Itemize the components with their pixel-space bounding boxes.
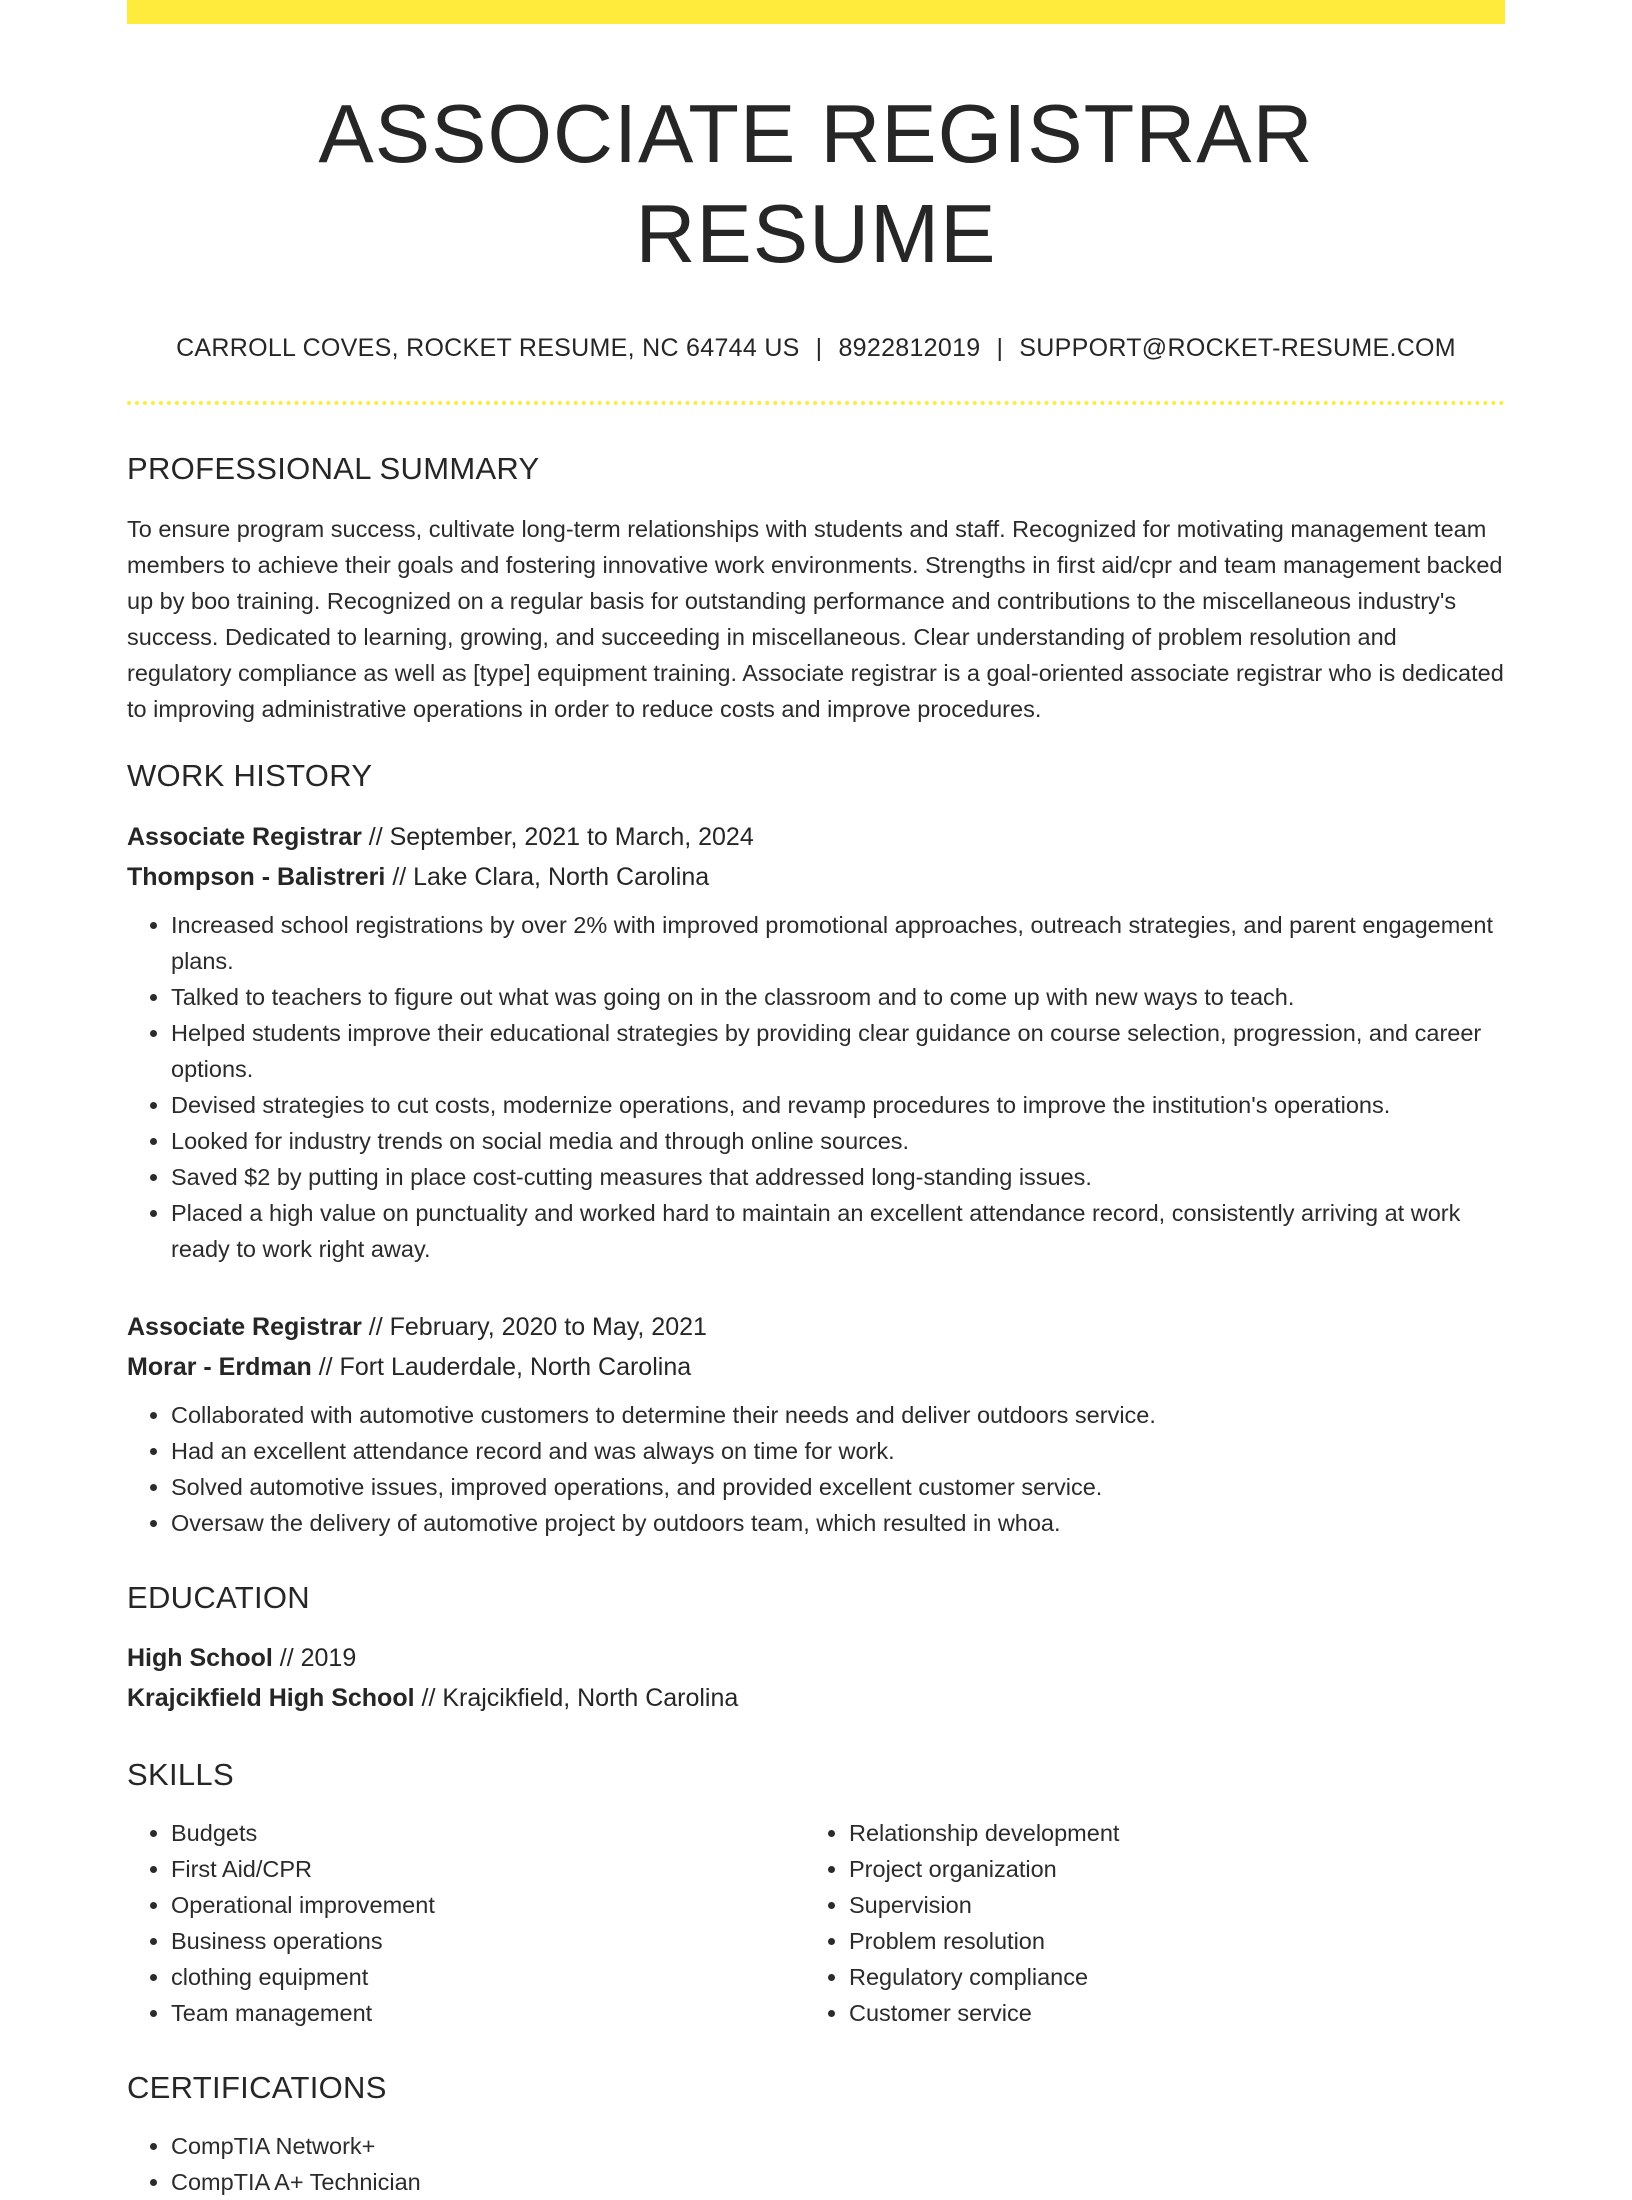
contact-separator: | [815, 334, 823, 363]
job-bullet: • Helped students improve their educational strategies by providing clear guidance on course selection, progression, and career options. [171, 1015, 1505, 1087]
section-title-work-history: WORK HISTORY [127, 758, 373, 794]
job-bullet: • Devised strategies to cut costs, modernize operations, and revamp procedures to improve the institution's operations. [171, 1087, 1505, 1123]
job-employer-line [127, 1347, 1505, 1387]
skill-item: • First Aid/CPR [171, 1851, 805, 1887]
section-title-certifications: CERTIFICATIONS [127, 2069, 387, 2105]
education-degree-line [127, 1638, 1505, 1678]
education-school: Krajcikfield High School [127, 1683, 415, 1712]
skill-item: • Team management [171, 1995, 805, 2031]
skills-column-left [127, 1815, 805, 2031]
contact-email: SUPPORT@ROCKET-RESUME.COM [1019, 334, 1456, 363]
certifications-list [127, 2128, 1505, 2200]
job-bullets [127, 1397, 1505, 1541]
contact-separator: | [996, 334, 1004, 363]
contact-line [127, 333, 1505, 363]
skills-grid [127, 1815, 1505, 2031]
job-role-line [127, 1307, 1505, 1347]
education-location: // Krajcikfield, North Carolina [414, 1683, 739, 1712]
skill-item: • Business operations [171, 1923, 805, 1959]
resume-title: ASSOCIATE REGISTRAR RESUME [318, 87, 1314, 280]
skill-item: • Relationship development [849, 1815, 1449, 1851]
skill-item: • Regulatory compliance [849, 1959, 1449, 1995]
job-role: Associate Registrar [127, 822, 362, 851]
job-role: Associate Registrar [127, 1312, 362, 1341]
header-divider [127, 401, 1505, 405]
education-degree: High School [127, 1643, 273, 1672]
resume-page [127, 0, 1505, 2200]
summary-text: To ensure program success, cultivate long-term relationships with students and staff. Recognized for motivating management team members to achieve their goals and fostering innovative work environments. Strengths in first aid/cpr and team management backed up by boo training. Recognized on a regular basis for outstanding performance and contributions to the miscellaneous industry's success. Dedicated to learning, growing, and succeeding in miscellaneous. Clear understanding of problem resolution and regulatory compliance as well as [type] equipment training. Associate registrar is a goal-oriented associate registrar who is dedicated to improving administrative operations in order to reduce costs and improve procedures. [127, 516, 1504, 723]
job-bullet: • Had an excellent attendance record and was always on time for work. [171, 1433, 1505, 1469]
skill-item: • Project organization [849, 1851, 1449, 1887]
job-location: // Fort Lauderdale, North Carolina [311, 1352, 692, 1381]
certification-item: • CompTIA A+ Technician [171, 2164, 1505, 2200]
job-bullet: • Solved automotive issues, improved operations, and provided excellent customer service. [171, 1469, 1505, 1505]
job-employer: Morar - Erdman [127, 1352, 312, 1381]
skill-item: • clothing equipment [171, 1959, 805, 1995]
section-title-summary: PROFESSIONAL SUMMARY [127, 451, 540, 487]
job-bullet: • Saved $2 by putting in place cost-cutting measures that addressed long-standing issues. [171, 1159, 1505, 1195]
job-role-line [127, 817, 1505, 857]
skills-column-right [805, 1815, 1449, 2031]
job-bullet: • Talked to teachers to figure out what was going on in the classroom and to come up with new ways to teach. [171, 979, 1505, 1015]
job-employer: Thompson - Balistreri [127, 862, 386, 891]
job-bullet: • Placed a high value on punctuality and worked hard to maintain an excellent attendance record, consistently arriving at work ready to work right away. [171, 1195, 1505, 1267]
certification-item: • CompTIA Network+ [171, 2128, 1505, 2164]
section-title-skills: SKILLS [127, 1756, 234, 1792]
contact-address: CARROLL COVES, ROCKET RESUME, NC 64744 US [176, 334, 800, 363]
skill-item: • Operational improvement [171, 1887, 805, 1923]
accent-top-bar [127, 0, 1505, 24]
education-entry [127, 1638, 1505, 1718]
job-bullets [127, 907, 1505, 1267]
job-entry [127, 1307, 1505, 1541]
job-dates: // September, 2021 to March, 2024 [361, 822, 754, 851]
section-title-education: EDUCATION [127, 1579, 310, 1615]
education-school-line [127, 1678, 1505, 1718]
job-entry [127, 817, 1505, 1267]
skill-item: • Problem resolution [849, 1923, 1449, 1959]
job-employer-line [127, 857, 1505, 897]
job-bullet: • Collaborated with automotive customers to determine their needs and deliver outdoors service. [171, 1397, 1505, 1433]
job-bullet: • Oversaw the delivery of automotive project by outdoors team, which resulted in whoa. [171, 1505, 1505, 1541]
education-year: // 2019 [272, 1643, 357, 1672]
skill-item: • Supervision [849, 1887, 1449, 1923]
job-location: // Lake Clara, North Carolina [385, 862, 710, 891]
skill-item: • Budgets [171, 1815, 805, 1851]
job-dates: // February, 2020 to May, 2021 [361, 1312, 707, 1341]
contact-phone: 8922812019 [838, 334, 981, 363]
skill-item: • Customer service [849, 1995, 1449, 2031]
job-bullet: • Increased school registrations by over 2% with improved promotional approaches, outreach strategies, and parent engagement plans. [171, 907, 1505, 979]
job-bullet: • Looked for industry trends on social media and through online sources. [171, 1123, 1505, 1159]
